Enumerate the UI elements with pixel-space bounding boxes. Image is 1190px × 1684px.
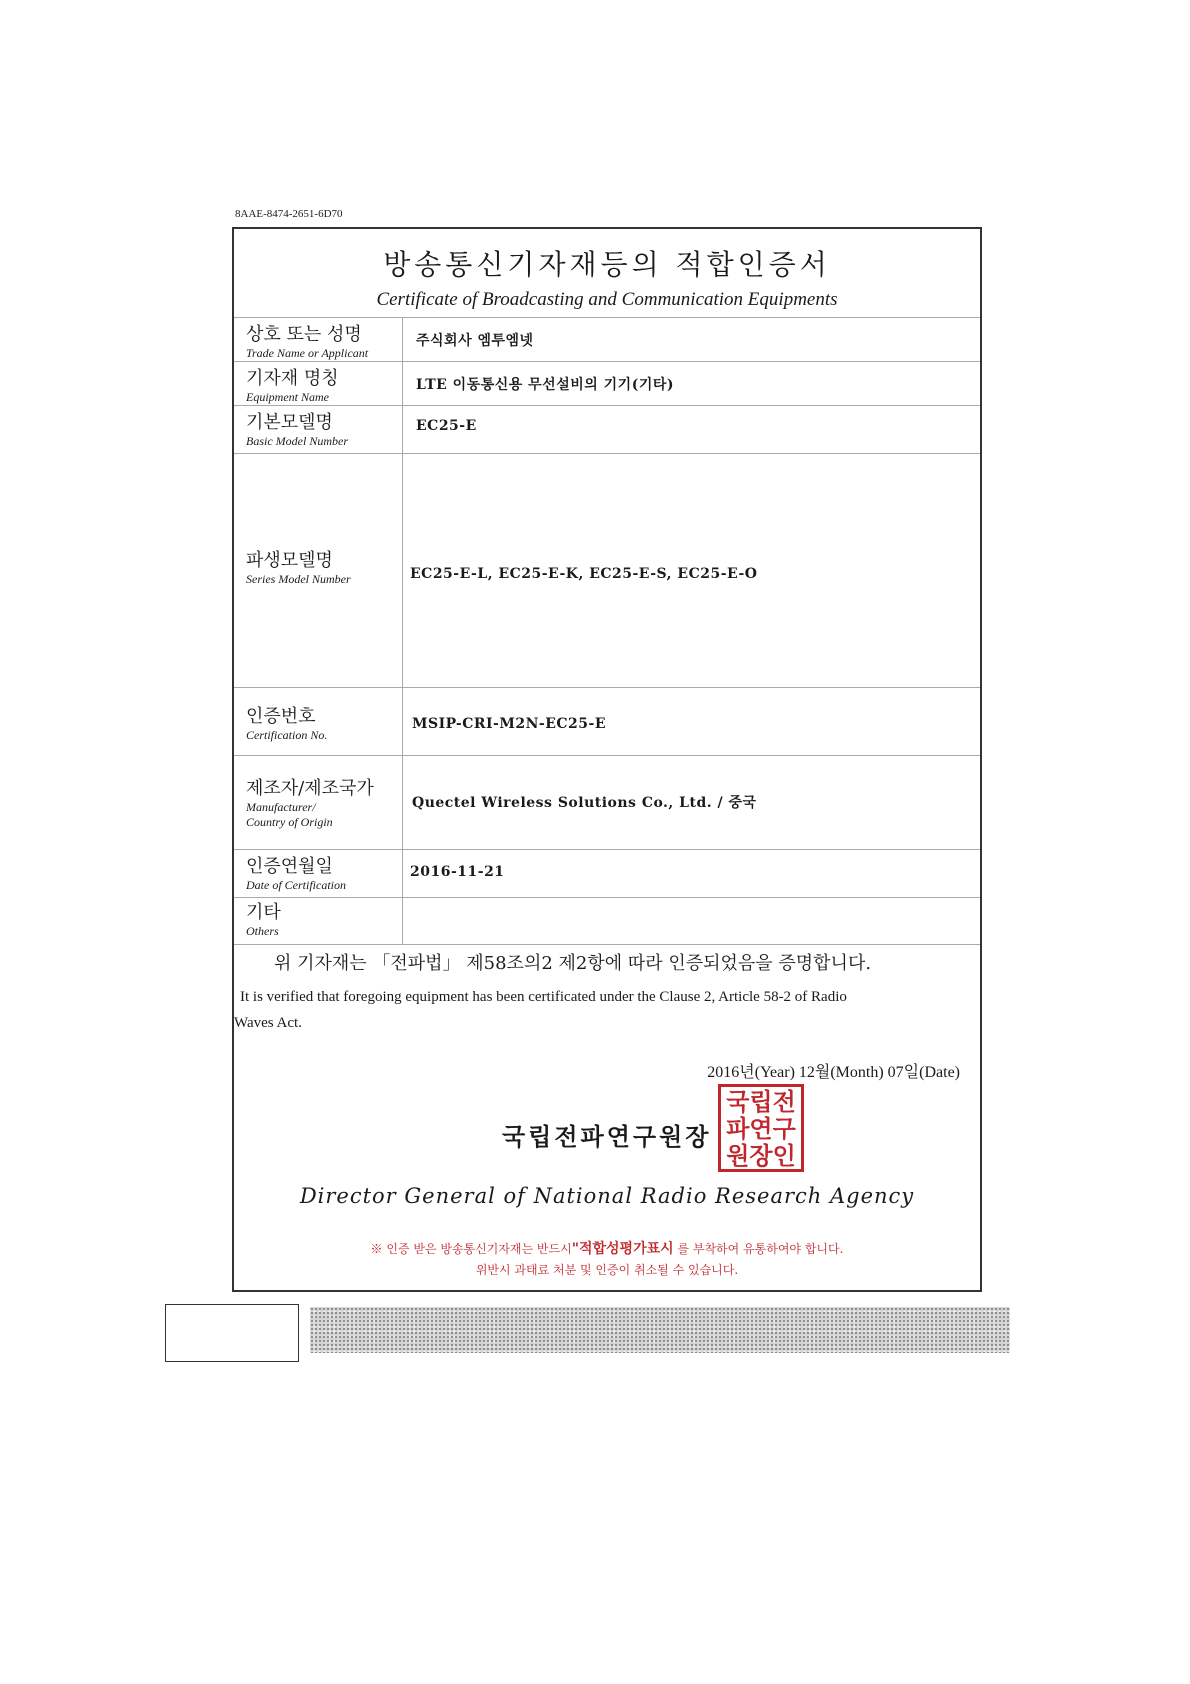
certificate-title-korean: 방송통신기자재등의 적합인증서 bbox=[383, 248, 831, 281]
row-manufacturer bbox=[234, 755, 980, 850]
notice-line-2: 위반시 과태료 처분 및 인증이 취소될 수 있습니다. bbox=[475, 1263, 739, 1277]
agency-name-english: Director General of National Radio Research Agency bbox=[299, 1184, 915, 1208]
label-en: Trade Name or Applicant bbox=[246, 346, 369, 360]
value-certification-no: MSIP-CRI-M2N-EC25-E bbox=[412, 716, 606, 732]
certificate-title-english: Certificate of Broadcasting and Communication Equipments bbox=[376, 289, 838, 310]
label-en: Equipment Name bbox=[246, 390, 329, 404]
label-ko: 상호 또는 성명 bbox=[246, 324, 362, 345]
value-basic-model: EC25-E bbox=[416, 418, 477, 434]
label-en: Certification No. bbox=[246, 728, 328, 742]
label-ko: 제조자/제조국가 bbox=[246, 778, 374, 799]
value-manufacturer: Quectel Wireless Solutions Co., Ltd. / 중국 bbox=[412, 795, 757, 811]
label-ko: 기타 bbox=[246, 902, 281, 923]
seal-line-1: 국립전 bbox=[726, 1088, 796, 1116]
statement-english-line-1: It is verified that foregoing equipment has been certificated under the Clause 2, Article 58-2 of Radio bbox=[240, 989, 847, 1005]
row-series-model bbox=[234, 453, 980, 688]
label-en-2: Country of Origin bbox=[246, 815, 333, 829]
value-equipment-name: LTE 이동통신용 무선설비의 기기(기타) bbox=[416, 377, 674, 393]
label-ko: 파생모델명 bbox=[246, 550, 333, 571]
notice-emphasis: "적합성평가표시 bbox=[571, 1241, 674, 1257]
row-equipment-name bbox=[234, 361, 980, 406]
seal-line-2: 파연구 bbox=[726, 1115, 796, 1143]
notice-suffix: 를 부착하여 유통하여야 합니다. bbox=[673, 1242, 844, 1256]
agency-name-korean: 국립전파연구원장 bbox=[502, 1122, 712, 1151]
issue-date: 2016년(Year) 12월(Month) 07일(Date) bbox=[707, 1064, 960, 1081]
certificate-frame bbox=[232, 227, 982, 1292]
value-trade-name: 주식회사 엠투엠넷 bbox=[416, 333, 534, 349]
label-ko: 인증번호 bbox=[246, 706, 316, 727]
label-en: Others bbox=[246, 924, 279, 938]
seal-line-3: 원장인 bbox=[726, 1142, 796, 1170]
statement-korean: 위 기자재는 「전파법」 제58조의2 제2항에 따라 인증되었음을 증명합니다. bbox=[274, 953, 872, 974]
stamp-box bbox=[165, 1304, 299, 1362]
label-en: Basic Model Number bbox=[246, 434, 348, 448]
notice-prefix: ※ 인증 받은 방송통신기자재는 반드시 bbox=[370, 1242, 572, 1256]
row-trade-name bbox=[234, 317, 980, 362]
statement-english-line-2: Waves Act. bbox=[234, 1015, 302, 1031]
labeling-notice bbox=[234, 1239, 980, 1281]
label-ko: 기본모델명 bbox=[246, 412, 333, 433]
security-pattern-strip bbox=[310, 1307, 1010, 1353]
value-certification-date: 2016-11-21 bbox=[410, 864, 505, 880]
label-en: Series Model Number bbox=[246, 572, 351, 586]
row-others bbox=[234, 897, 980, 945]
official-seal bbox=[718, 1084, 804, 1172]
statement-english bbox=[234, 984, 964, 1036]
label-ko: 인증연월일 bbox=[246, 856, 333, 877]
row-basic-model bbox=[234, 405, 980, 454]
label-en: Date of Certification bbox=[246, 878, 346, 892]
label-en: Manufacturer/ bbox=[246, 800, 316, 814]
row-certification-no bbox=[234, 687, 980, 756]
label-ko: 기자재 명칭 bbox=[246, 368, 339, 389]
value-series-model: EC25-E-L, EC25-E-K, EC25-E-S, EC25-E-O bbox=[410, 566, 758, 582]
row-certification-date bbox=[234, 849, 980, 898]
document-id: 8AAE-8474-2651-6D70 bbox=[235, 208, 343, 220]
